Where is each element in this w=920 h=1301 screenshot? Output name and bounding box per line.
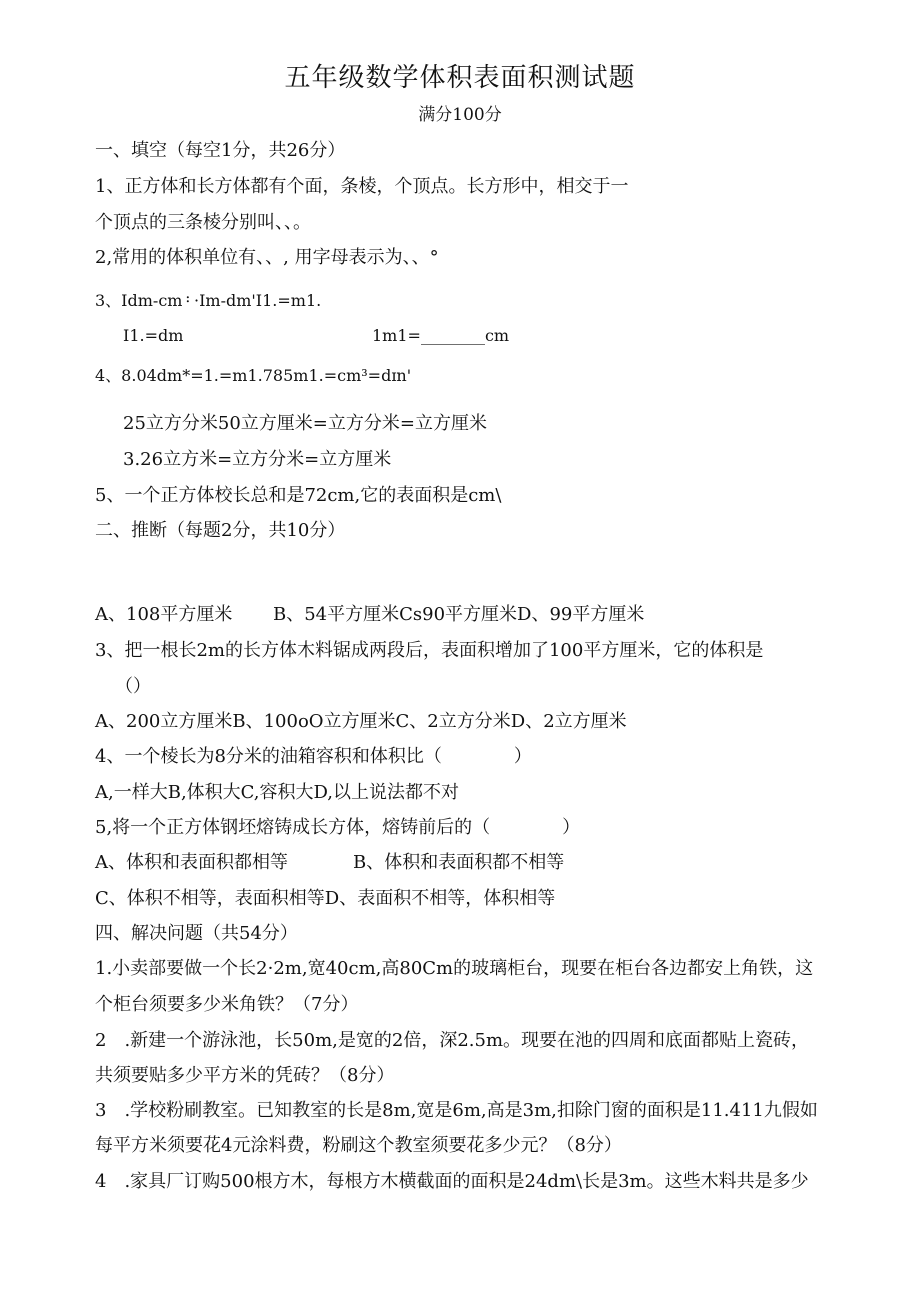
section1-q4-line2: 25立方分米50立方厘米=立方分米=立方厘米 — [123, 413, 487, 434]
section2-q4: 4、一个棱长为8分米的油箱容积和体积比（ ） — [95, 746, 532, 767]
section1-heading: 一、填空（每空1分，共26分） — [95, 140, 346, 161]
section2-q5-options-b: B、体积和表面积都不相等 — [353, 852, 565, 873]
section4-q3-line2: 每平方米须要花4元涂料费，粉刷这个教室须要花多少元？（8分） — [95, 1135, 622, 1156]
section2-q-options-b: B、54平方厘米Cs90平方厘米D、99平方厘米 — [273, 604, 645, 625]
section2-q-options-a: A、108平方厘米 — [95, 604, 233, 625]
section4-heading: 四、解决问题（共54分） — [95, 923, 298, 944]
section4-q2-line1: 2 .新建一个游泳池，长50m,是宽的2倍，深2.5m。现要在池的四周和底面都贴上瓷砖， — [95, 1030, 810, 1051]
section1-q1-line2: 个顶点的三条棱分别叫、、。 — [95, 212, 311, 233]
section4-q1-line2: 个柜台须要多少米角铁？（7分） — [95, 994, 359, 1015]
section1-q3-line2a: I1.=dm — [123, 326, 184, 345]
section2-q5-options-a: A、体积和表面积都相等 — [95, 852, 288, 873]
section1-q3-line2b: 1m1=________cm — [372, 326, 510, 345]
section2-q3-line2: （） — [115, 676, 151, 697]
section4-q4-line1: 4 .家具厂订购500根方木，每根方木横截面的面积是24dm\长是3m。这些木料共是多少 — [95, 1171, 809, 1192]
section1-q4-line3: 3.26立方米=立方分米=立方厘米 — [123, 449, 392, 470]
section2-q5-options-line2: C、体积不相等，表面积相等D、表面积不相等，体积相等 — [95, 888, 556, 909]
total-score: 满分100分 — [418, 105, 502, 125]
section1-q5: 5、一个正方体校长总和是72cm,它的表面积是cm\ — [95, 485, 502, 506]
section2-q3-options: A、200立方厘米B、100oO立方厘米C、2立方分米D、2立方厘米 — [95, 711, 627, 732]
section1-q2: 2,常用的体积单位有、、, 用字母表示为、、° — [95, 247, 439, 268]
section2-q5: 5,将一个正方体钢坯熔铸成长方体，熔铸前后的（ ） — [95, 817, 581, 838]
section4-q3-line1: 3 .学校粉刷教室。已知教室的长是8m,宽是6m,高是3m,扣除门窗的面积是11.411九假如 — [95, 1100, 818, 1121]
section4-q1-line1: 1.小卖部要做一个长2·2m,宽40cm,高80Cm的玻璃柜台，现要在柜台各边都安上角铁，这 — [95, 958, 814, 979]
section1-q4-line1: 4、8.04dm*=1.=m1.785m1.=cm³=dɪn' — [95, 366, 412, 385]
section2-q3-line1: 3、把一根长2m的长方体木料锯成两段后，表面积增加了100平方厘米，它的体积是 — [95, 640, 764, 661]
section1-q3-line1: 3、Idm-cm᠄ ·Im-dm'I1.=m1. — [95, 291, 322, 310]
section4-q2-line2: 共须要贴多少平方米的凭砖？（8分） — [95, 1065, 395, 1086]
section2-q4-options: A,一样大B,体积大C,容积大D,以上说法都不对 — [95, 782, 460, 803]
section2-heading: 二、推断（每题2分，共10分） — [95, 520, 346, 541]
page-title: 五年级数学体积表面积测试题 — [284, 63, 636, 93]
section1-q1-line1: 1、正方体和长方体都有个面，条棱，个顶点。长方形中，相交于一 — [95, 176, 629, 197]
